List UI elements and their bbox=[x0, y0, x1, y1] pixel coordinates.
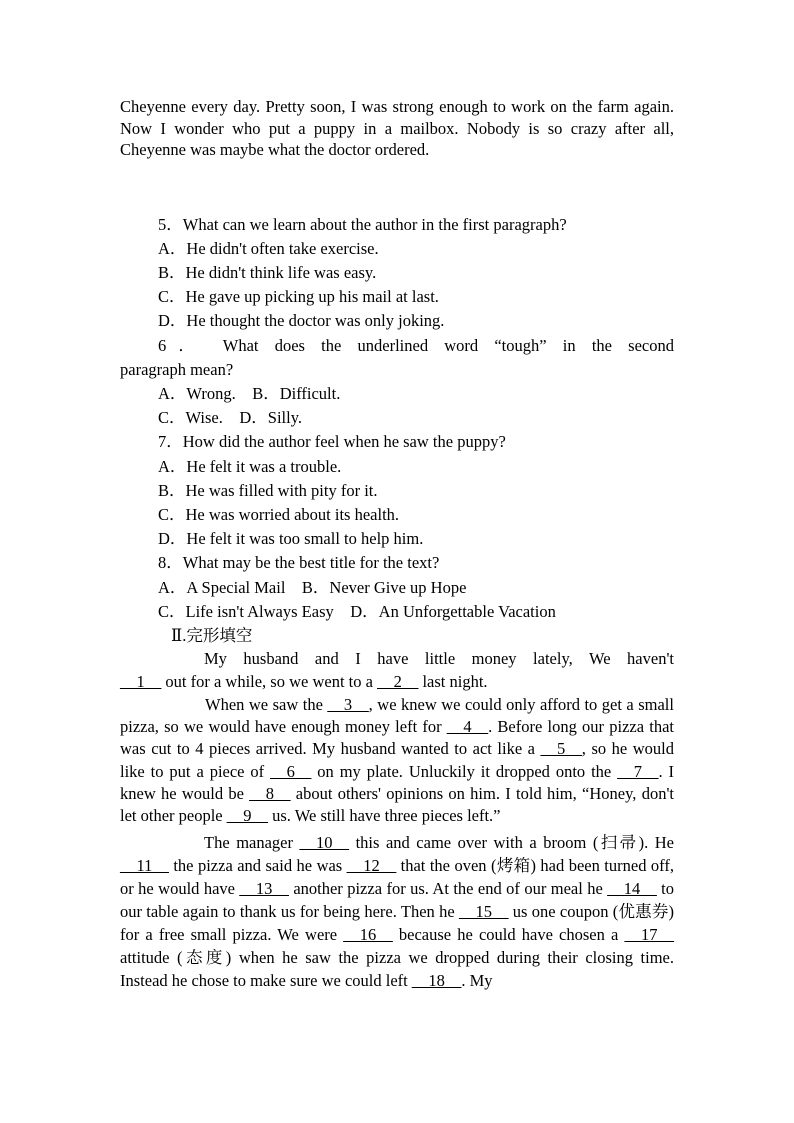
blank-8: __8__ bbox=[249, 783, 291, 803]
cloze-text: attitude (态度) when he saw the pizza we dropped during their closing time. Instead he chose to make sure we could left bbox=[120, 948, 674, 991]
cloze-text: us. We still have three pieces left.” bbox=[268, 806, 501, 826]
blank-7: __7__ bbox=[617, 761, 659, 781]
cloze-text: last night. bbox=[418, 671, 488, 691]
blank-2: __2__ bbox=[377, 671, 419, 691]
cloze-text: My husband and I have little money lately, We haven't bbox=[204, 649, 674, 669]
cloze-paragraph-2 bbox=[120, 694, 674, 828]
cloze-paragraph-1-line-1 bbox=[120, 648, 674, 671]
blank-3: __3__ bbox=[327, 694, 369, 714]
blank-13: __13__ bbox=[239, 878, 289, 898]
cloze-text: . My bbox=[461, 971, 493, 991]
question-6-continued: paragraph mean? bbox=[120, 359, 234, 379]
blank-14: __14__ bbox=[607, 878, 657, 898]
cloze-text: The manager bbox=[204, 832, 300, 852]
question-7-option-c: C．He was worried about its health. bbox=[158, 504, 400, 524]
cloze-text: another pizza for us. At the end of our meal he bbox=[288, 878, 608, 898]
blank-11: __11__ bbox=[120, 855, 169, 875]
cloze-text: When we saw the bbox=[205, 694, 328, 714]
question-5-option-a: A．He didn't often take exercise. bbox=[158, 238, 379, 258]
question-6: 6． What does the underlined word “tough” in the second bbox=[158, 335, 674, 355]
blank-9: __9__ bbox=[226, 806, 269, 826]
question-6-options-cd: C．Wise. D．Silly. bbox=[158, 408, 303, 428]
cloze-text: , so he would like to put a piece of bbox=[120, 739, 675, 781]
comprehension-questions bbox=[120, 213, 674, 624]
question-8: 8．What may be the best title for the text? bbox=[158, 553, 440, 573]
blank-1: __1__ bbox=[120, 671, 162, 691]
cloze-text: the pizza and said he was bbox=[168, 855, 347, 875]
question-7-option-d: D．He felt it was too small to help him. bbox=[158, 529, 424, 549]
cloze-text: about others' opinions on him. I told him, “Honey, don't let other people bbox=[120, 783, 674, 826]
cloze-text: because he could have chosen a bbox=[392, 924, 625, 944]
blank-18: __18__ bbox=[411, 971, 462, 991]
question-8-options-cd: C．Life isn't Always Easy D．An Unforgettable Vacation bbox=[158, 601, 556, 621]
question-7-option-b: B．He was filled with pity for it. bbox=[158, 480, 378, 500]
cloze-text: this and came over with a broom (扫帚). He bbox=[349, 832, 674, 852]
cloze-text: to our table again to thank us for being here. Then he bbox=[120, 878, 674, 921]
question-7-option-a: A．He felt it was a trouble. bbox=[158, 456, 342, 476]
cloze-text: that the oven (烤箱) had been turned off, or he would have bbox=[120, 855, 674, 898]
cloze-text: , we knew we could only afford to get a small pizza, so we would have enough money left for bbox=[120, 694, 674, 737]
cloze-text: us one coupon (优惠券) for a free small pizza. We were bbox=[120, 901, 675, 944]
cloze-text: . I knew he would be bbox=[120, 761, 674, 803]
cloze-text: . Before long our pizza that was cut to 4 pieces arrived. My husband wanted to act like a bbox=[120, 717, 674, 759]
question-5-option-d: D．He thought the doctor was only joking. bbox=[158, 311, 445, 331]
blank-12: __12__ bbox=[346, 855, 397, 875]
question-7: 7．How did the author feel when he saw the puppy? bbox=[158, 432, 506, 452]
question-8-options-ab: A．A Special Mail B．Never Give up Hope bbox=[158, 577, 467, 597]
question-5-option-c: C．He gave up picking up his mail at last. bbox=[158, 287, 439, 307]
cloze-paragraph-1-line-2 bbox=[120, 671, 674, 694]
question-6-options-ab: A．Wrong. B．Difficult. bbox=[158, 383, 341, 403]
cloze-paragraph-3 bbox=[120, 831, 674, 993]
question-5: 5．What can we learn about the author in the first paragraph? bbox=[158, 214, 567, 234]
blank-15: __15__ bbox=[458, 901, 509, 921]
blank-16: __16__ bbox=[343, 924, 393, 944]
question-5-option-b: B．He didn't think life was easy. bbox=[158, 262, 377, 282]
blank-5: __5__ bbox=[540, 739, 582, 759]
cloze-text: out for a while, so we went to a bbox=[161, 671, 378, 691]
blank-17: __17__ bbox=[624, 924, 674, 944]
cloze-text: on my plate. Unluckily it dropped onto the bbox=[311, 761, 618, 781]
passage-ending: Cheyenne every day. Pretty soon, I was strong enough to work on the farm again. Now I wonder who put a puppy in a mailbox. Nobody is so crazy after all, Cheyenne was maybe what the doctor ordered. bbox=[120, 97, 674, 159]
section-heading: Ⅱ.完形填空 bbox=[171, 625, 253, 645]
blank-10: __10__ bbox=[299, 832, 350, 852]
blank-6: __6__ bbox=[270, 761, 312, 781]
blank-4: __4__ bbox=[446, 717, 489, 737]
document-page bbox=[120, 96, 674, 992]
